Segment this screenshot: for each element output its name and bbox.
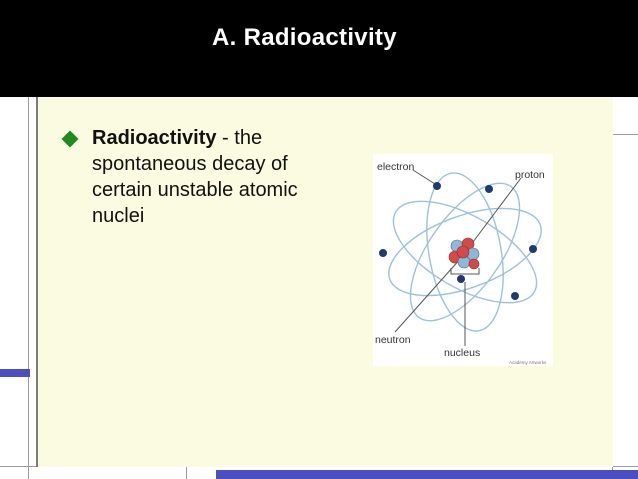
label-electron: electron [377,161,415,173]
title-bar [0,0,638,97]
bullet-definition: - the spontaneous decay of certain unstable atomic nuclei [92,127,298,227]
electron-particle [457,275,465,283]
atom-diagram-svg [373,154,553,366]
atom-diagram [373,154,553,366]
nucleus [449,238,479,269]
label-nucleus: nucleus [444,347,481,359]
pointer-electron [413,170,435,184]
electron-particle [511,292,519,300]
proton-particle [469,259,479,269]
label-credit: Academy Artworks [509,360,547,365]
electron-particle [433,182,441,190]
accent-bar-left [0,369,30,377]
slide-title: A. Radioactivity [212,24,397,51]
electron-particle [379,249,387,257]
electron-particle [529,245,537,253]
frame-line [612,134,638,135]
bullet-term: Radioactivity [92,127,217,149]
label-proton: proton [515,169,545,181]
label-neutron: neutron [375,334,411,346]
electron-particle [485,185,493,193]
bullet-text [92,125,332,229]
accent-bar-bottom [216,470,638,479]
proton-particle [457,246,469,258]
